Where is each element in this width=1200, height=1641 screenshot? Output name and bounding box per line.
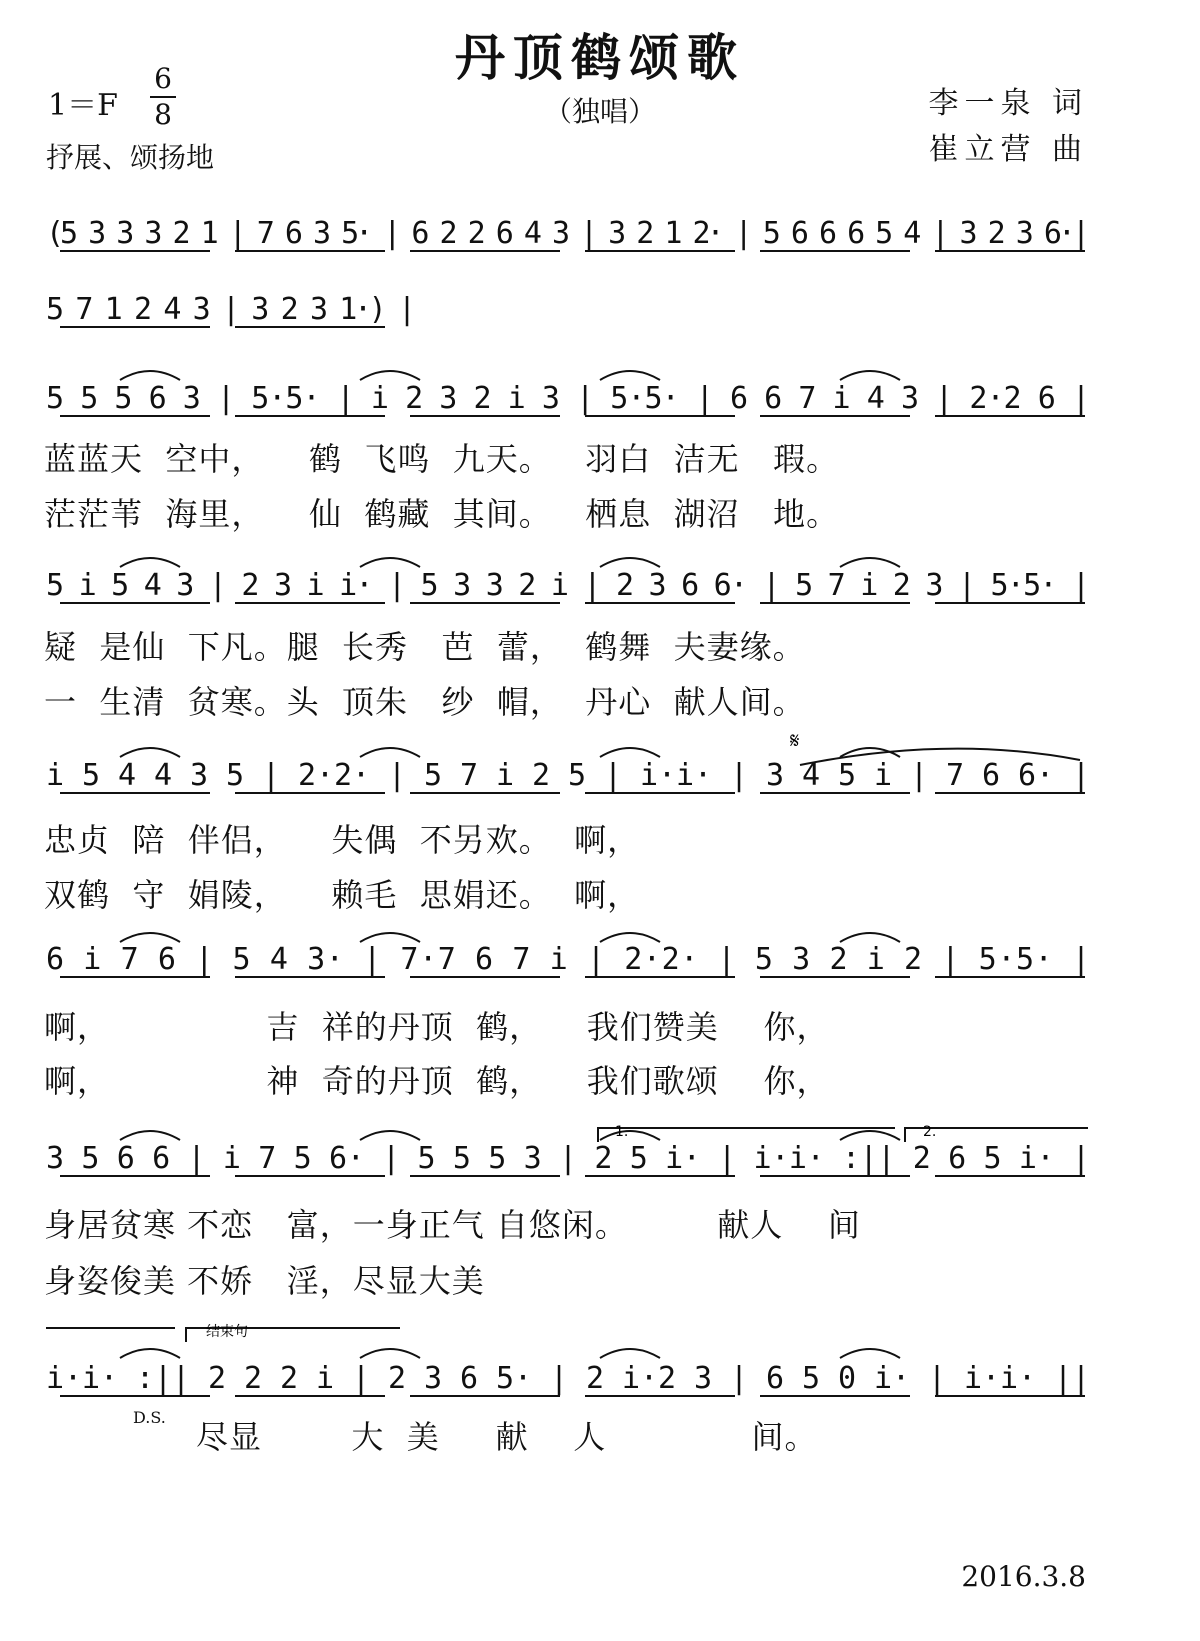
tie-arc (360, 371, 420, 380)
tie-arc (120, 933, 180, 942)
tie-arc (120, 748, 180, 757)
notation-row: 6 i 7 6 | 5 4 3· | 7·7 6 7 i | 2·2· | 5 3 2 i 2 | 5·5· | (46, 942, 1090, 977)
notation-row: 5 7 1 2 4 3 | 3 2 3 1·) | (46, 292, 416, 327)
lyric-line: 身居贫寒 不恋 富，一身正气 自悠闲。 献人 间 (44, 1206, 861, 1244)
notation-row: 3 5 6 6 | i 7 5 6· | 5 5 5 3 | 2 5 i· | i·i· :|| 2 6 5 i· | (46, 1141, 1090, 1176)
notation-row: 5 5 5 6 3 | 5·5· | i 2 3 2 i 3 | 5·5· | 6 6 7 i 4 3 | 2·2 6 | (46, 381, 1090, 416)
tie-arc (600, 1349, 660, 1358)
tie-arc (360, 558, 420, 567)
volta-2-label: 2. (923, 1124, 937, 1140)
notation-row: (5 3 3 3 2 1 | 7 6 3 5· | 6 2 2 6 4 3 | 3 2 1 2· | 5 6 6 6 5 4 | 3 2 3 6·| (46, 216, 1090, 251)
tie-arc (120, 1131, 180, 1140)
lyric-line: 蓝蓝天 空中， 鹤 飞鸣 九天。 羽白 洁无 瑕。 (44, 440, 840, 478)
meter-bottom: 8 (150, 96, 176, 132)
tie-arc (600, 558, 660, 567)
tie-arc (840, 933, 900, 942)
tie-arc (120, 371, 180, 380)
lyric-line: 双鹤 守 娟陵， 赖毛 思娟还。 啊， (44, 876, 641, 914)
lyric-line: 一 生清 贫寒。头 顶朱 纱 帽， 丹心 献人间。 (44, 683, 806, 721)
tie-arc (600, 933, 660, 942)
tie-arc (600, 1131, 660, 1140)
tie-arc (120, 558, 180, 567)
meter-top: 6 (154, 62, 172, 95)
tie-arc (120, 1349, 180, 1358)
tie-arc (840, 371, 900, 380)
tie-arc (360, 1131, 420, 1140)
lyric-line: 啊， 吉 祥的丹顶 鹤， 我们赞美 你， (44, 1008, 830, 1046)
volta-1-label: 1. (615, 1124, 629, 1140)
date-stamp: 2016.3.8 (961, 1560, 1086, 1593)
lyric-line: 身姿俊美 不娇 淫，尽显大美 (44, 1262, 485, 1300)
tie-arc (840, 1131, 900, 1140)
notation-row: 5 i 5 4 3 | 2 3 i i· | 5 3 3 2 i | 2 3 6 6· | 5 7 i 2 3 | 5·5· | (46, 568, 1090, 603)
segno-sign: 𝄋 (790, 729, 800, 754)
tie-arc (360, 933, 420, 942)
notation-row: i 5 4 4 3 5 | 2·2· | 5 7 i 2 5 | i·i· | 3 4 5 i | 7 6 6· | (46, 758, 1090, 793)
song-subtitle: （独唱） (543, 95, 656, 128)
lyric-line: 尽显 大 美 献 人 间。 (196, 1418, 818, 1456)
key-signature: 1＝F (48, 88, 118, 123)
lyricist-credit: 李一泉 词 (928, 86, 1088, 121)
tie-arc (840, 558, 900, 567)
lyric-line: 茫茫苇 海里， 仙 鹤藏 其间。 栖息 湖沼 地。 (44, 495, 840, 533)
tempo-marking: 抒展、颂扬地 (46, 141, 215, 174)
tie-arc (360, 748, 420, 757)
lyric-line: 忠贞 陪 伴侣， 失偶 不另欢。 啊， (44, 821, 641, 859)
tie-arc (600, 748, 660, 757)
ds-marking: D.S. (133, 1408, 166, 1427)
tie-arc (840, 1349, 900, 1358)
ending-label: 结束句 (206, 1324, 248, 1340)
notation-row: i·i· :|| 2 2 2 i | 2 3 6 5· | 2 i·2 3 | 6 5 0 i· | i·i· || (46, 1361, 1090, 1396)
song-title: 丹顶鹤颂歌 (455, 29, 745, 87)
tie-arc (600, 371, 660, 380)
lyric-line: 疑 是仙 下凡。腿 长秀 芭 蕾， 鹤舞 夫妻缘。 (44, 628, 806, 666)
tie-arc (360, 1349, 420, 1358)
lyric-line: 啊， 神 奇的丹顶 鹤， 我们歌颂 你， (44, 1062, 830, 1100)
composer-credit: 崔立营 曲 (928, 132, 1088, 167)
